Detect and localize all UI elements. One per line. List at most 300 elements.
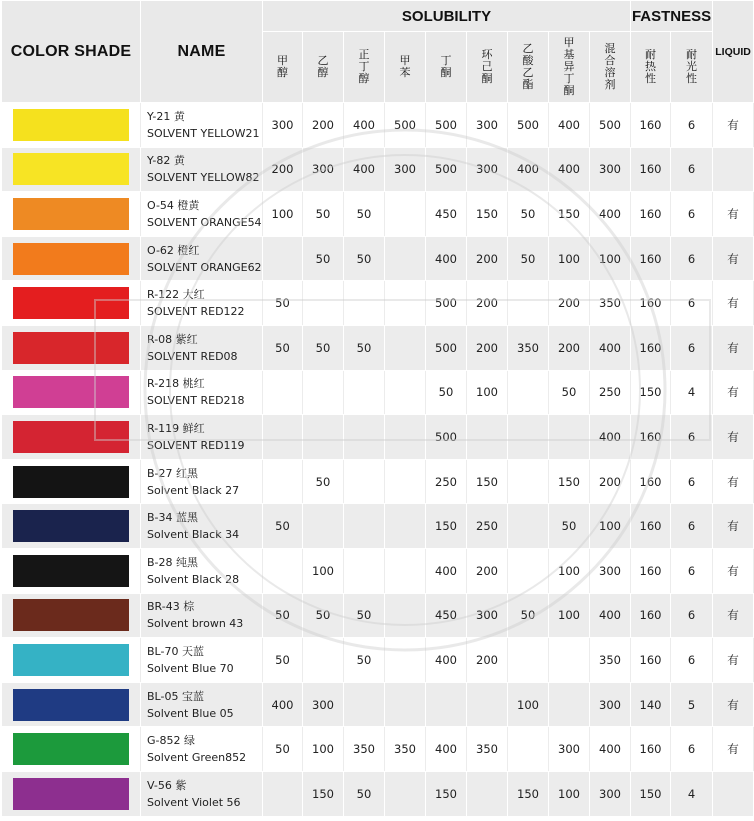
solubility-value <box>344 504 385 549</box>
solubility-value: 300 <box>590 548 631 593</box>
solubility-value: 400 <box>590 325 631 370</box>
solvent-header <box>467 32 508 103</box>
dye-code: O-54 橙黄 <box>147 198 200 212</box>
dye-code: G-852 绿 <box>147 734 195 748</box>
solubility-value <box>508 370 549 415</box>
solubility-value <box>508 281 549 326</box>
color-swatch-cell <box>2 415 141 460</box>
solubility-value: 100 <box>549 593 590 638</box>
dye-name-cell <box>141 548 263 593</box>
solvent-header <box>508 32 549 103</box>
solubility-value <box>344 459 385 504</box>
solubility-value <box>385 459 426 504</box>
liquid-value: 有 <box>713 415 754 460</box>
color-swatch-cell <box>2 504 141 549</box>
solubility-value: 50 <box>344 593 385 638</box>
light-fastness-value: 5 <box>671 682 713 727</box>
solubility-value: 50 <box>263 638 303 683</box>
dye-name: Solvent brown 43 <box>147 617 244 631</box>
color-swatch <box>13 644 129 676</box>
solubility-value: 300 <box>549 727 590 772</box>
light-fastness-value: 4 <box>671 771 713 816</box>
light-fastness-value: 6 <box>671 727 713 772</box>
solubility-value: 500 <box>426 281 467 326</box>
solubility-value <box>385 593 426 638</box>
solubility-value <box>303 415 344 460</box>
light-fastness-value: 6 <box>671 638 713 683</box>
solubility-value: 350 <box>508 325 549 370</box>
color-swatch-cell <box>2 771 141 816</box>
solvent-header-label: 环己酮 <box>481 48 493 85</box>
color-swatch <box>13 733 129 765</box>
heat-fastness-value: 160 <box>631 325 671 370</box>
solubility-value: 150 <box>549 459 590 504</box>
liquid-value <box>713 147 754 192</box>
heat-fastness-value: 160 <box>631 192 671 237</box>
solubility-value <box>263 459 303 504</box>
solubility-value: 50 <box>426 370 467 415</box>
dye-code: V-56 紫 <box>147 778 187 792</box>
solubility-value: 200 <box>467 638 508 683</box>
liquid-header: LIQUID <box>713 1 754 103</box>
solubility-value: 400 <box>426 236 467 281</box>
heat-fastness-value: 160 <box>631 548 671 593</box>
solvent-header-label: 正丁醇 <box>358 48 370 85</box>
dye-code: R-122 大红 <box>147 288 205 302</box>
solubility-value: 200 <box>303 103 344 148</box>
solubility-value: 300 <box>303 147 344 192</box>
light-fastness-value: 6 <box>671 192 713 237</box>
color-swatch <box>13 243 129 275</box>
liquid-value: 有 <box>713 103 754 148</box>
solubility-value: 100 <box>549 236 590 281</box>
solubility-value: 500 <box>508 103 549 148</box>
solubility-value: 50 <box>263 593 303 638</box>
solubility-value: 50 <box>344 325 385 370</box>
solubility-value <box>303 281 344 326</box>
heat-fastness-value: 150 <box>631 370 671 415</box>
solvent-header-label: 丁酮 <box>440 54 452 79</box>
dye-code: B-27 红黑 <box>147 466 199 480</box>
solubility-value: 400 <box>344 147 385 192</box>
solubility-value: 200 <box>549 325 590 370</box>
solubility-value: 250 <box>426 459 467 504</box>
solubility-value: 200 <box>467 236 508 281</box>
liquid-value: 有 <box>713 192 754 237</box>
table-row <box>2 504 754 549</box>
dye-name: Solvent Blue 70 <box>147 661 234 675</box>
solvent-header <box>344 32 385 103</box>
dye-code: Y-82 黄 <box>147 154 185 168</box>
solubility-value: 200 <box>263 147 303 192</box>
heat-fastness-value: 160 <box>631 459 671 504</box>
solubility-value: 100 <box>303 727 344 772</box>
light-fastness-value: 6 <box>671 103 713 148</box>
dye-name-cell <box>141 593 263 638</box>
light-fastness-value: 6 <box>671 415 713 460</box>
solvent-header-label: 甲醇 <box>277 54 288 79</box>
dye-code: BR-43 棕 <box>147 600 195 614</box>
solubility-value: 150 <box>508 771 549 816</box>
liquid-value: 有 <box>713 459 754 504</box>
light-fastness-value: 4 <box>671 370 713 415</box>
solubility-value: 50 <box>303 236 344 281</box>
solubility-value <box>467 415 508 460</box>
heat-fastness-value: 160 <box>631 415 671 460</box>
solubility-value <box>467 682 508 727</box>
solubility-value <box>344 415 385 460</box>
solvent-dye-table <box>1 0 754 817</box>
dye-code: Y-21 黄 <box>147 109 185 123</box>
solubility-value: 50 <box>263 325 303 370</box>
solubility-value: 50 <box>303 459 344 504</box>
dye-name-cell <box>141 370 263 415</box>
table-row <box>2 727 754 772</box>
solubility-value: 400 <box>426 638 467 683</box>
solubility-value <box>508 548 549 593</box>
color-swatch <box>13 332 129 364</box>
solubility-value <box>303 638 344 683</box>
solubility-value <box>549 638 590 683</box>
solubility-value: 100 <box>549 771 590 816</box>
table-row <box>2 682 754 727</box>
dye-name-cell <box>141 682 263 727</box>
table-row <box>2 236 754 281</box>
color-swatch-cell <box>2 281 141 326</box>
dye-name-cell <box>141 147 263 192</box>
solubility-value <box>385 504 426 549</box>
dye-name-cell <box>141 504 263 549</box>
dye-name-cell <box>141 281 263 326</box>
solubility-value: 50 <box>508 236 549 281</box>
dye-name: SOLVENT ORANGE62 <box>147 260 262 274</box>
light-fastness-value: 6 <box>671 459 713 504</box>
table-row <box>2 548 754 593</box>
solubility-value <box>344 682 385 727</box>
name-header: NAME <box>141 1 263 103</box>
dye-name: SOLVENT RED122 <box>147 305 245 319</box>
solubility-value <box>385 236 426 281</box>
dye-name-cell <box>141 415 263 460</box>
solubility-value <box>508 504 549 549</box>
solubility-value: 350 <box>467 727 508 772</box>
solubility-value <box>549 682 590 727</box>
solubility-value: 200 <box>590 459 631 504</box>
dye-name-cell <box>141 192 263 237</box>
dye-name: SOLVENT RED119 <box>147 438 245 452</box>
solubility-value: 500 <box>426 147 467 192</box>
color-shade-header: COLOR SHADE <box>2 1 141 103</box>
solubility-value: 100 <box>467 370 508 415</box>
dye-code: R-218 桃红 <box>147 377 205 391</box>
color-swatch-cell <box>2 192 141 237</box>
solvent-header <box>590 32 631 103</box>
solubility-value: 50 <box>344 192 385 237</box>
solubility-value: 400 <box>590 192 631 237</box>
solubility-value: 300 <box>590 147 631 192</box>
dye-name: SOLVENT ORANGE54 <box>147 215 262 229</box>
liquid-value: 有 <box>713 593 754 638</box>
color-swatch <box>13 466 129 498</box>
table-row <box>2 593 754 638</box>
dye-code: R-119 鲜红 <box>147 421 205 435</box>
liquid-value <box>713 771 754 816</box>
solubility-value: 100 <box>303 548 344 593</box>
dye-code: R-08 紫红 <box>147 332 198 346</box>
table-row <box>2 192 754 237</box>
solubility-value <box>344 548 385 593</box>
solubility-value <box>385 281 426 326</box>
light-fastness-value: 6 <box>671 325 713 370</box>
liquid-value: 有 <box>713 504 754 549</box>
dye-name-cell <box>141 459 263 504</box>
dye-code: BL-70 天蓝 <box>147 644 204 658</box>
solubility-value: 500 <box>426 325 467 370</box>
fastness-header: FASTNESS <box>631 1 713 32</box>
solvent-header-label: 甲苯 <box>399 54 411 79</box>
solubility-value: 300 <box>385 147 426 192</box>
color-swatch <box>13 421 129 453</box>
liquid-value: 有 <box>713 236 754 281</box>
solubility-value: 400 <box>508 147 549 192</box>
fastness-subheader <box>631 32 671 103</box>
solubility-value <box>508 415 549 460</box>
light-fastness-value: 6 <box>671 147 713 192</box>
solubility-value <box>385 370 426 415</box>
solvent-header <box>263 32 303 103</box>
heat-fastness-value: 160 <box>631 147 671 192</box>
color-swatch-cell <box>2 325 141 370</box>
heat-fastness-value: 160 <box>631 638 671 683</box>
table-row <box>2 415 754 460</box>
solubility-value: 250 <box>467 504 508 549</box>
solubility-value <box>467 771 508 816</box>
heat-fastness-value: 160 <box>631 727 671 772</box>
solubility-value <box>385 638 426 683</box>
dye-name-cell <box>141 325 263 370</box>
light-fastness-value: 6 <box>671 593 713 638</box>
solubility-header: SOLUBILITY <box>263 1 631 32</box>
table-header <box>2 1 754 103</box>
solubility-value: 400 <box>590 593 631 638</box>
dye-name-cell <box>141 727 263 772</box>
solubility-value: 400 <box>344 103 385 148</box>
dye-name: SOLVENT YELLOW82 <box>147 171 260 185</box>
color-swatch-cell <box>2 459 141 504</box>
solubility-value: 400 <box>590 727 631 772</box>
heat-fastness-value: 140 <box>631 682 671 727</box>
solubility-value <box>385 415 426 460</box>
solubility-value: 50 <box>549 504 590 549</box>
solubility-value: 400 <box>549 147 590 192</box>
solubility-value <box>303 504 344 549</box>
solubility-value: 400 <box>263 682 303 727</box>
solubility-value <box>263 415 303 460</box>
solubility-value: 400 <box>426 548 467 593</box>
dye-name-cell <box>141 638 263 683</box>
color-swatch <box>13 778 129 810</box>
solubility-value: 150 <box>426 504 467 549</box>
color-swatch <box>13 153 129 185</box>
solubility-value: 500 <box>590 103 631 148</box>
color-swatch <box>13 599 129 631</box>
solubility-value: 150 <box>467 459 508 504</box>
solubility-value <box>263 370 303 415</box>
liquid-value: 有 <box>713 370 754 415</box>
dye-name: Solvent Black 28 <box>147 572 240 586</box>
solubility-value: 250 <box>590 370 631 415</box>
liquid-value: 有 <box>713 281 754 326</box>
solubility-value: 50 <box>344 638 385 683</box>
color-swatch <box>13 109 129 141</box>
table-row <box>2 325 754 370</box>
solubility-value <box>263 236 303 281</box>
solubility-value <box>303 370 344 415</box>
table-row <box>2 103 754 148</box>
solubility-value: 200 <box>467 281 508 326</box>
solubility-value: 350 <box>344 727 385 772</box>
color-swatch-cell <box>2 593 141 638</box>
light-fastness-value: 6 <box>671 281 713 326</box>
solvent-header-label: 乙酸乙酯 <box>522 42 534 91</box>
heat-fastness-value: 160 <box>631 593 671 638</box>
light-fastness-value: 6 <box>671 236 713 281</box>
dye-name-cell <box>141 103 263 148</box>
dye-name: Solvent Green852 <box>147 751 247 765</box>
solubility-value: 50 <box>508 192 549 237</box>
solubility-value: 150 <box>426 771 467 816</box>
solvent-header-label: 乙醇 <box>317 54 329 79</box>
solubility-value: 300 <box>590 771 631 816</box>
liquid-value: 有 <box>713 682 754 727</box>
solubility-value: 150 <box>549 192 590 237</box>
table-row <box>2 459 754 504</box>
heat-fastness-value: 160 <box>631 103 671 148</box>
liquid-value: 有 <box>713 548 754 593</box>
color-swatch <box>13 287 129 319</box>
dye-name-cell <box>141 771 263 816</box>
solubility-value: 200 <box>467 548 508 593</box>
color-swatch-cell <box>2 727 141 772</box>
solubility-value <box>385 771 426 816</box>
color-swatch-cell <box>2 236 141 281</box>
color-swatch-cell <box>2 370 141 415</box>
solubility-value: 150 <box>303 771 344 816</box>
solubility-value <box>263 771 303 816</box>
dye-name: Solvent Blue 05 <box>147 706 234 720</box>
solubility-value: 500 <box>426 415 467 460</box>
solubility-value: 500 <box>385 103 426 148</box>
solvent-header <box>385 32 426 103</box>
solubility-value: 100 <box>263 192 303 237</box>
dye-code: B-34 蓝黑 <box>147 511 199 525</box>
solubility-value: 100 <box>590 236 631 281</box>
solvent-header-label: 甲基异丁酮 <box>563 36 575 97</box>
liquid-value: 有 <box>713 727 754 772</box>
solubility-value <box>385 325 426 370</box>
solubility-value: 350 <box>590 281 631 326</box>
table-row <box>2 281 754 326</box>
solubility-value: 100 <box>508 682 549 727</box>
heat-fastness-value: 160 <box>631 281 671 326</box>
solubility-value: 200 <box>549 281 590 326</box>
solubility-value <box>344 281 385 326</box>
table-row <box>2 638 754 683</box>
fastness-subheader-label: 耐光性 <box>686 48 698 85</box>
solvent-header <box>426 32 467 103</box>
solubility-value <box>385 682 426 727</box>
dye-name: Solvent Black 27 <box>147 483 240 497</box>
color-swatch-cell <box>2 147 141 192</box>
solubility-value: 400 <box>549 103 590 148</box>
solubility-value: 300 <box>590 682 631 727</box>
solubility-value <box>263 548 303 593</box>
dye-name: Solvent Violet 56 <box>147 795 241 809</box>
solvent-header-label: 混合溶剂 <box>604 42 616 91</box>
solubility-value: 50 <box>263 281 303 326</box>
solubility-value: 300 <box>303 682 344 727</box>
solubility-value: 300 <box>467 147 508 192</box>
solubility-value <box>385 548 426 593</box>
color-swatch <box>13 376 129 408</box>
solubility-value: 50 <box>303 325 344 370</box>
solubility-value: 400 <box>590 415 631 460</box>
color-swatch-cell <box>2 638 141 683</box>
color-swatch-cell <box>2 548 141 593</box>
solubility-value: 100 <box>549 548 590 593</box>
solubility-value: 50 <box>549 370 590 415</box>
solubility-value: 200 <box>467 325 508 370</box>
color-swatch-cell <box>2 103 141 148</box>
dye-name: SOLVENT RED218 <box>147 394 245 408</box>
solubility-value: 50 <box>344 771 385 816</box>
table-body <box>2 103 754 817</box>
dye-code: B-28 纯黑 <box>147 555 199 569</box>
dye-name: SOLVENT RED08 <box>147 349 238 363</box>
solubility-value: 500 <box>426 103 467 148</box>
solubility-value: 400 <box>426 727 467 772</box>
light-fastness-value: 6 <box>671 548 713 593</box>
solubility-value: 150 <box>467 192 508 237</box>
heat-fastness-value: 160 <box>631 236 671 281</box>
dye-name: Solvent Black 34 <box>147 528 240 542</box>
liquid-value: 有 <box>713 638 754 683</box>
solubility-value <box>508 727 549 772</box>
solubility-value: 350 <box>385 727 426 772</box>
liquid-value: 有 <box>713 325 754 370</box>
solubility-value: 50 <box>303 593 344 638</box>
color-swatch <box>13 510 129 542</box>
solubility-value <box>508 459 549 504</box>
dye-name-cell <box>141 236 263 281</box>
solubility-value: 300 <box>467 593 508 638</box>
heat-fastness-value: 150 <box>631 771 671 816</box>
solubility-value <box>344 370 385 415</box>
color-swatch <box>13 689 129 721</box>
dye-name: SOLVENT YELLOW21 <box>147 126 260 140</box>
light-fastness-value: 6 <box>671 504 713 549</box>
solubility-value: 450 <box>426 192 467 237</box>
solvent-header <box>303 32 344 103</box>
fastness-subheader <box>671 32 713 103</box>
solubility-value: 450 <box>426 593 467 638</box>
solubility-value <box>508 638 549 683</box>
solubility-value: 50 <box>263 504 303 549</box>
solubility-value <box>426 682 467 727</box>
solubility-value: 50 <box>508 593 549 638</box>
solubility-value: 100 <box>590 504 631 549</box>
solubility-value <box>385 192 426 237</box>
